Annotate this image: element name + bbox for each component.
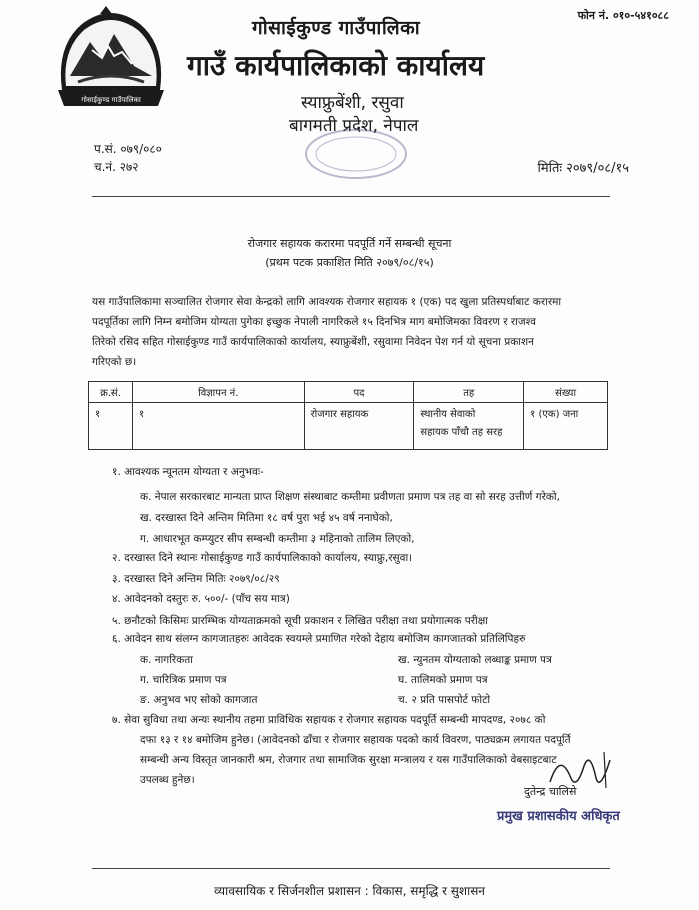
- documents-heading: ६. आवेदन साथ संलग्न कागजातहरुः आवेदक स्वयम्ले प्रमाणित गरेको देहाय बमोजिम कागजातको प्रतिलिपिहरु: [112, 633, 526, 645]
- header-count: संख्या: [524, 382, 608, 403]
- header-ad-no: विज्ञापन नं.: [132, 382, 304, 403]
- dispatch-number: च.नं. २७२: [94, 160, 139, 174]
- body-line-3: तिरेको रसिद सहित गोसाईकुण्ड गाउँ कार्यपालिकाको कार्यालय, स्याफ्रुबेंशी, रसुवामा निवेदन पेश गर्न यो सूचना प्रकाशन: [92, 336, 534, 348]
- vacancy-table: [88, 381, 608, 450]
- office-location: स्याफ्रुबेंशी, रसुवा: [301, 93, 404, 113]
- emblem-caption: गोसाईकुण्ड गाउँपालिका: [81, 96, 141, 104]
- footer-divider: [92, 868, 610, 869]
- qualification-heading: १. आवश्यक न्यूनतम योग्यता र अनुभवः-: [112, 466, 264, 478]
- cell-level-line-2: सहायक पाँचौ तह सरह: [420, 427, 503, 438]
- province-name: बागमती प्रदेश, नेपाल: [289, 116, 419, 136]
- facilities-line-2: दफा १३ र १४ बमोजिम हुनेछ। (आवेदनको ढाँचा र रोजगार सहायक पदको कार्य विवरण, पाठ्यक्रम लगायत पदपूर्ति: [140, 734, 571, 746]
- application-place: २. दरखास्त दिने स्थानः गोसाईकुण्ड गाउँ कार्यपालिकाको कार्यालय, स्याफ्रु,रसुवा।: [112, 552, 413, 564]
- cell-count: १ (एक) जना: [524, 403, 608, 450]
- phone-number: फोन नं. ०१०-५४१०८८: [577, 9, 669, 22]
- body-line-4: गरिएको छ।: [92, 356, 137, 368]
- facilities-line-1: ७. सेवा सुविधा तथा अन्यः स्थानीय तहमा प्राविधिक सहायक र रोजगार सहायक पदपूर्ति सम्बन्धी मापदण्ड, २०७८ को: [112, 714, 546, 726]
- document-experience: ङ. अनुभव भए सोको कागजात: [140, 694, 258, 706]
- qualification-a: क. नेपाल सरकारबाट मान्यता प्राप्त शिक्षण संस्थाबाट कम्तीमा प्रवीणता प्रमाण पत्र तह वा सो सरह उत्तीर्ण गरेको,: [140, 491, 560, 503]
- subject-title: रोजगार सहायक करारमा पदपूर्ति गर्ने सम्बन्धी सूचना: [247, 237, 452, 250]
- signatory-title: प्रमुख प्रशासकीय अधिकृत: [497, 809, 620, 824]
- subject-subtitle: (प्रथम पटक प्रकाशित मिति २०७९/०८/१५): [265, 256, 434, 269]
- cell-ad-no: १: [132, 403, 304, 450]
- table-header-row: [89, 382, 608, 403]
- municipality-name: गोसाईकुण्ड गाउँपालिका: [252, 17, 421, 39]
- cell-sn: १: [89, 403, 133, 450]
- cell-level-line-1: स्थानीय सेवाको: [420, 409, 476, 420]
- body-line-2: पदपूर्तिका लागि निम्न बमोजिम योग्यता पुगेका इच्छुक नेपाली नागरिकले १५ दिनभित्र माग बमोजिमका विवरण र राजश्व: [92, 316, 536, 328]
- office-stamp-icon: [304, 128, 408, 180]
- application-fee: ४. आवेदनको दस्तुरः रु. ५००/- (पाँच सय मात्र): [112, 593, 290, 605]
- application-deadline: ३. दरखास्त दिने अन्तिम मितिः २०७९/०८/२९: [112, 573, 280, 585]
- facilities-line-4: उपलब्ध हुनेछ।: [140, 774, 195, 786]
- document-training-certificate: घ. तालिमको प्रमाण पत्र: [398, 674, 488, 686]
- selection-method: ५. छनौटको किसिमः प्रारम्भिक योग्यताक्रमको सूची प्रकाशन र लिखित परीक्षा तथा प्रयोगात्मक परीक्षा: [112, 615, 489, 627]
- nepal-emblem-icon: [52, 6, 170, 114]
- table-row: [89, 403, 608, 450]
- document-marksheet: ख. न्युनतम योग्यताको लब्धाङ्क प्रमाण पत्र: [398, 654, 552, 666]
- signatory-name: दुतेन्द्र चालिसे: [524, 785, 577, 798]
- facilities-line-3: सम्बन्धी अन्य विस्तृत जानकारी श्रम, रोजगार तथा सामाजिक सुरक्षा मन्त्रालय र यस गाउँपालिकाको वेबसाइटबाट: [140, 754, 557, 766]
- qualification-c: ग. आधारभूत कम्प्युटर सीप सम्बन्धी कम्तीमा ३ महिनाको तालिम लिएको,: [140, 533, 415, 545]
- body-line-1: यस गाउँपालिकामा सञ्चालित रोजगार सेवा केन्द्रको लागि आवश्यक रोजगार सहायक १ (एक) पद खुला प्रतिस्पर्धाबाट करारमा: [92, 296, 562, 308]
- document-citizenship: क. नागरिकता: [140, 654, 193, 666]
- header-level: तह: [414, 382, 524, 403]
- cell-post: रोजगार सहायक: [304, 403, 414, 450]
- header-sn: क्र.सं.: [89, 382, 133, 403]
- document-photo: च. २ प्रति पासपोर्ट फोटो: [398, 694, 491, 706]
- notice-date: मितिः २०७९/०८/१५: [537, 161, 629, 176]
- header-divider: [92, 196, 610, 197]
- footer-slogan: व्यावसायिक र सिर्जनशील प्रशासन : विकास, समृद्धि र सुशासन: [214, 884, 485, 898]
- qualification-b: ख. दरखास्त दिने अन्तिम मितिमा १८ वर्ष पुरा भई ४५ वर्ष ननाघेको,: [140, 512, 393, 524]
- cell-level: [414, 403, 524, 450]
- office-name: गाउँ कार्यपालिकाको कार्यालय: [187, 49, 485, 82]
- document-character-certificate: ग. चारित्रिक प्रमाण पत्र: [140, 674, 227, 686]
- reference-number: प.सं. ०७९/०८०: [94, 142, 162, 156]
- header-post: पद: [304, 382, 414, 403]
